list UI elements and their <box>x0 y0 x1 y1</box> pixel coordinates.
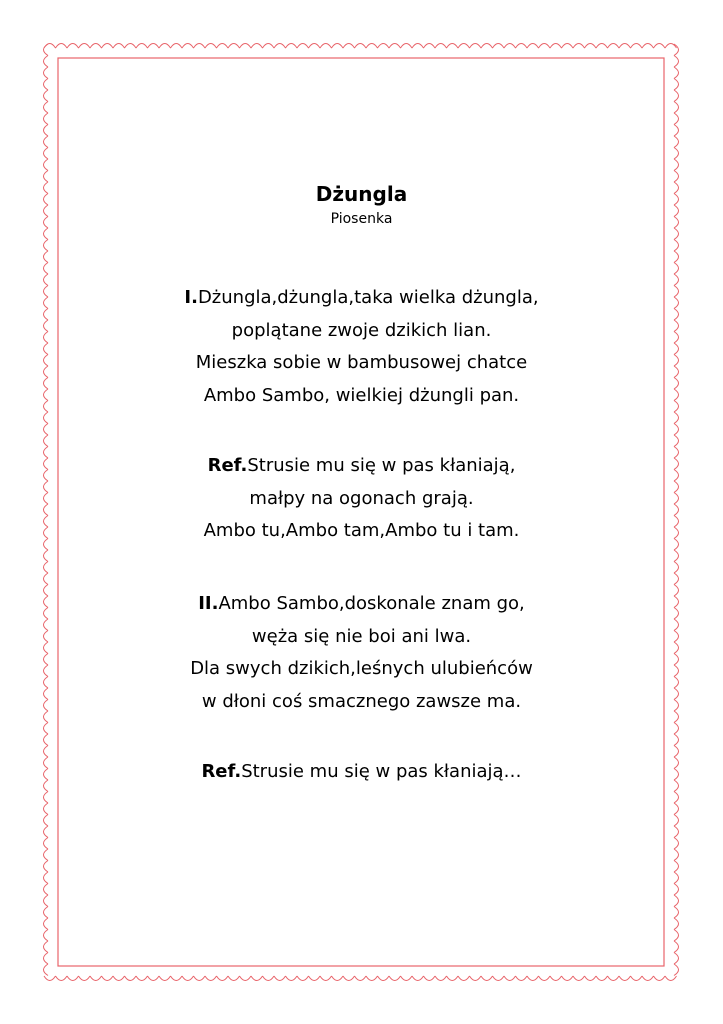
verse-marker: I. <box>184 287 198 308</box>
refrain-2 <box>0 756 723 789</box>
verse-2 <box>0 588 723 718</box>
stanza-line: II.Ambo Sambo,doskonale znam go, <box>198 593 525 614</box>
stanza-line: Mieszka sobie w bambusowej chatce <box>195 352 528 373</box>
stanza-line: poplątane zwoje dzikich lian. <box>231 319 492 341</box>
refrain-marker: Ref. <box>207 455 248 476</box>
refrain-1 <box>0 450 723 548</box>
stanza-line: w dłoni coś smacznego zawsze ma. <box>201 690 522 712</box>
stanza-line: I.Dżungla,dżungla,taka wielka dżungla, <box>184 287 539 308</box>
stanza-line: Dla swych dzikich,leśnych ulubieńców <box>190 658 533 679</box>
verse-1 <box>0 282 723 412</box>
verse-marker: II. <box>198 593 219 614</box>
song-title: Dżungla <box>315 182 408 206</box>
stanza-line: małpy na ogonach grają. <box>249 487 474 509</box>
refrain-marker: Ref. <box>201 761 242 782</box>
stanza-line: Ambo tu,Ambo tam,Ambo tu i tam. <box>203 520 520 541</box>
stanza-line: Ref.Strusie mu się w pas kłaniają… <box>201 761 522 782</box>
song-subtitle: Piosenka <box>330 211 393 227</box>
stanza-line: Ref.Strusie mu się w pas kłaniają, <box>207 455 516 476</box>
stanza-line: Ambo Sambo, wielkiej dżungli pan. <box>203 384 520 406</box>
stanza-line: węża się nie boi ani lwa. <box>251 625 472 647</box>
